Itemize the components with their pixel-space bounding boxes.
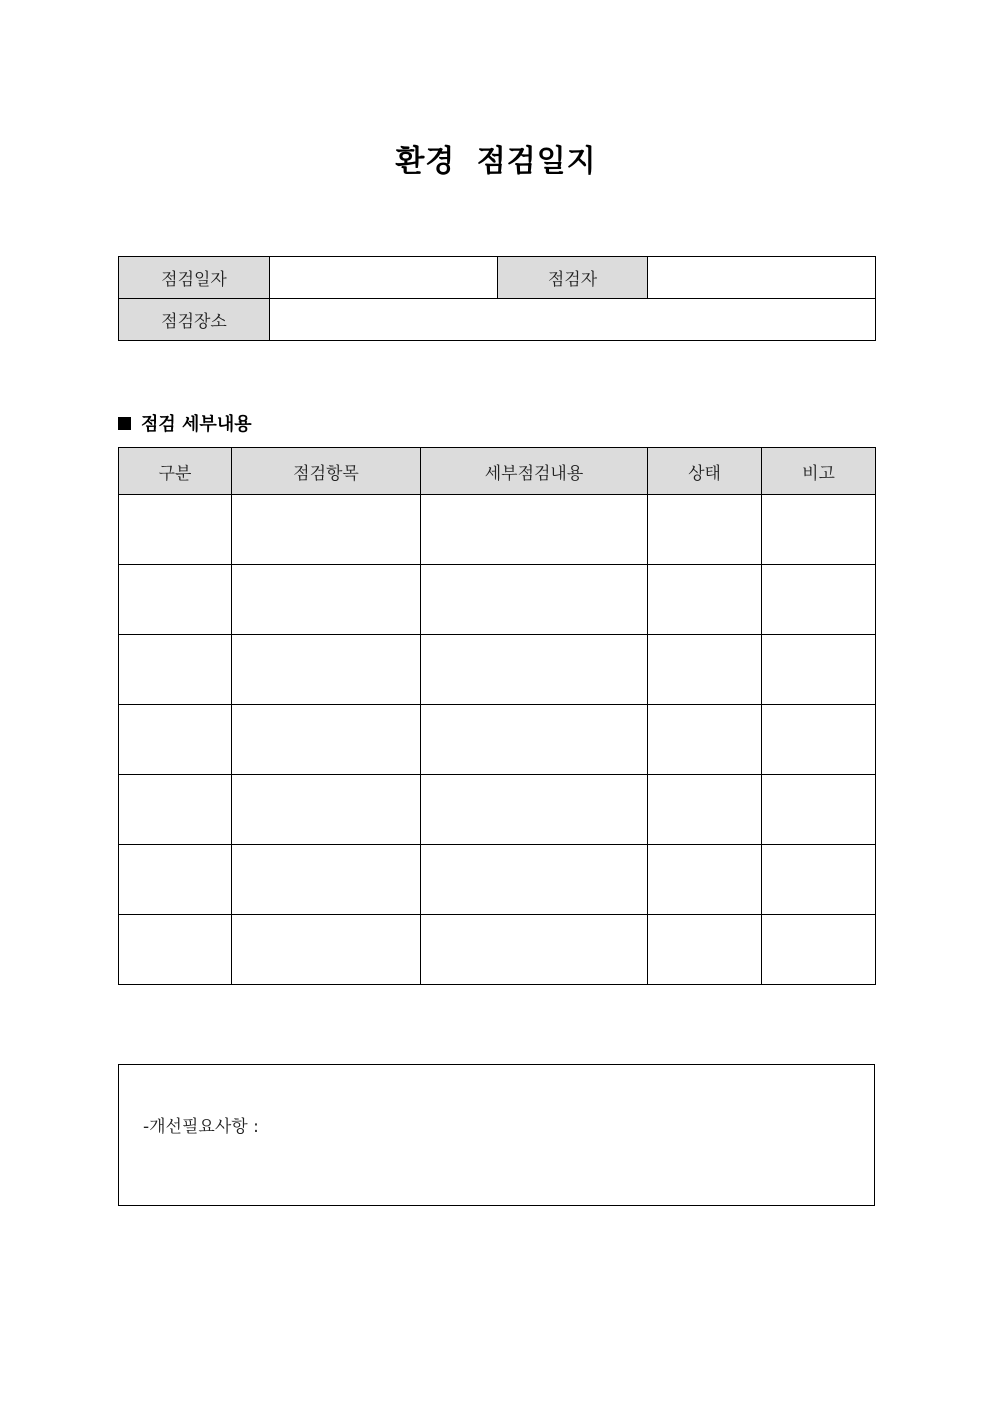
detail-cell[interactable] — [421, 775, 648, 845]
category-cell[interactable] — [119, 635, 232, 705]
section-heading-text: 점검 세부내용 — [141, 414, 252, 435]
info-table — [118, 256, 876, 341]
remarks-cell[interactable] — [762, 705, 876, 775]
item-cell[interactable] — [232, 565, 421, 635]
remarks-cell[interactable] — [762, 845, 876, 915]
category-cell[interactable] — [119, 845, 232, 915]
column-header-remarks: 비고 — [762, 448, 876, 495]
table-row — [119, 635, 876, 705]
detail-cell[interactable] — [421, 565, 648, 635]
detail-cell[interactable] — [421, 915, 648, 985]
improvement-notes-box[interactable] — [118, 1064, 875, 1206]
item-cell[interactable] — [232, 705, 421, 775]
status-cell[interactable] — [648, 635, 762, 705]
detail-table — [118, 447, 876, 985]
table-row — [119, 775, 876, 845]
date-field[interactable] — [270, 257, 498, 299]
inspector-label: 점검자 — [498, 257, 648, 299]
table-row — [119, 705, 876, 775]
column-header-status: 상태 — [648, 448, 762, 495]
detail-header-row — [119, 448, 876, 495]
remarks-cell[interactable] — [762, 565, 876, 635]
column-header-category: 구분 — [119, 448, 232, 495]
item-cell[interactable] — [232, 495, 421, 565]
item-cell[interactable] — [232, 635, 421, 705]
date-label: 점검일자 — [119, 257, 270, 299]
status-cell[interactable] — [648, 705, 762, 775]
section-heading — [118, 410, 252, 436]
detail-cell[interactable] — [421, 705, 648, 775]
detail-cell[interactable] — [421, 845, 648, 915]
column-header-item: 점검항목 — [232, 448, 421, 495]
location-label: 점검장소 — [119, 299, 270, 341]
inspector-field[interactable] — [648, 257, 876, 299]
table-row — [119, 915, 876, 985]
improvement-notes-label: -개선필요사항 : — [143, 1117, 259, 1137]
category-cell[interactable] — [119, 705, 232, 775]
table-row — [119, 845, 876, 915]
category-cell[interactable] — [119, 775, 232, 845]
square-bullet-icon — [118, 417, 131, 430]
status-cell[interactable] — [648, 845, 762, 915]
column-header-detail: 세부점검내용 — [421, 448, 648, 495]
item-cell[interactable] — [232, 775, 421, 845]
location-field[interactable] — [270, 299, 876, 341]
status-cell[interactable] — [648, 915, 762, 985]
status-cell[interactable] — [648, 775, 762, 845]
status-cell[interactable] — [648, 495, 762, 565]
table-row — [119, 495, 876, 565]
detail-cell[interactable] — [421, 495, 648, 565]
detail-cell[interactable] — [421, 635, 648, 705]
info-row-date — [119, 257, 876, 299]
info-row-location — [119, 299, 876, 341]
page-title: 환경 점검일지 — [395, 144, 597, 179]
remarks-cell[interactable] — [762, 775, 876, 845]
category-cell[interactable] — [119, 565, 232, 635]
status-cell[interactable] — [648, 565, 762, 635]
item-cell[interactable] — [232, 845, 421, 915]
category-cell[interactable] — [119, 915, 232, 985]
item-cell[interactable] — [232, 915, 421, 985]
category-cell[interactable] — [119, 495, 232, 565]
remarks-cell[interactable] — [762, 635, 876, 705]
table-row — [119, 565, 876, 635]
remarks-cell[interactable] — [762, 915, 876, 985]
remarks-cell[interactable] — [762, 495, 876, 565]
